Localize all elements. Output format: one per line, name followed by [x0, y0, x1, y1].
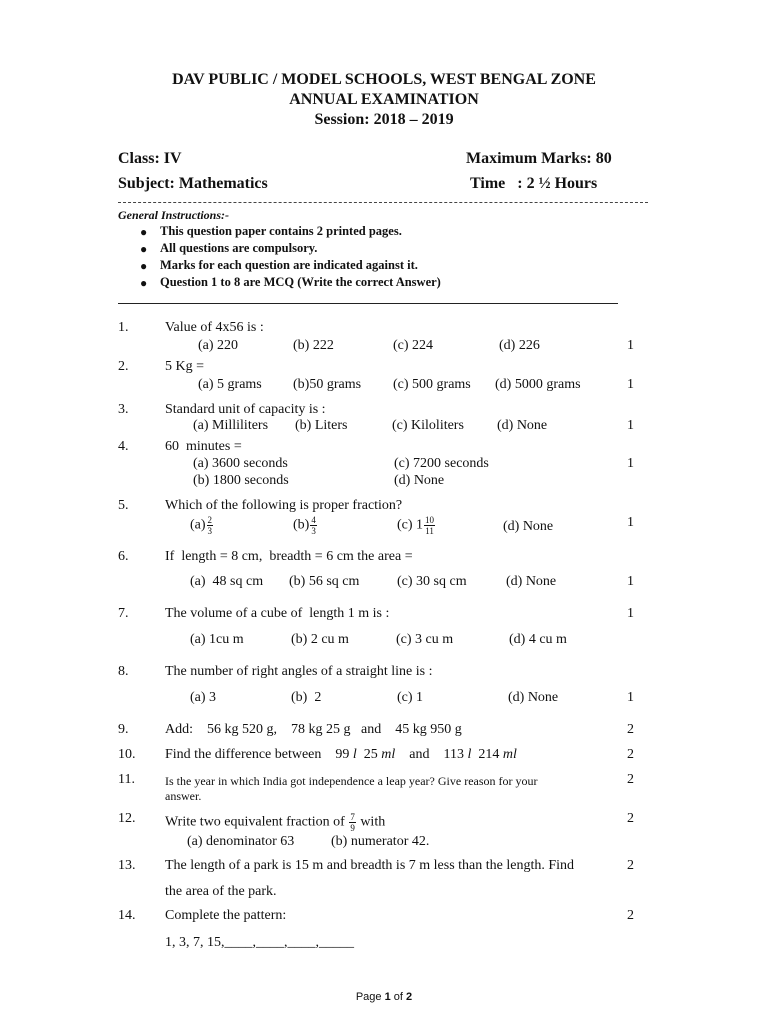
option: (d) 226 [499, 338, 540, 353]
bullet-icon: ● [140, 259, 148, 273]
question-marks: 2 [627, 811, 634, 826]
question-text-cont: the area of the park. [165, 884, 277, 899]
question-marks: 1 [627, 515, 634, 530]
solid-divider [118, 303, 618, 304]
bullet-icon: ● [140, 276, 148, 290]
sub-part: (a) denominator 63 [187, 834, 295, 849]
question-marks: 2 [627, 772, 634, 787]
option: (b) 2 cu m [291, 632, 349, 647]
fraction: $\frac{7}{9}$ [350, 812, 355, 833]
question-number: 12. [118, 811, 136, 826]
question-number: 9. [118, 722, 129, 737]
option-label: (a) [190, 517, 206, 533]
question-number: 14. [118, 908, 136, 923]
question-number: 6. [118, 549, 129, 564]
option-c [397, 515, 436, 536]
option: (d) None [506, 574, 557, 589]
option: (b)50 grams [293, 377, 362, 392]
option: (a) 220 [198, 338, 239, 353]
session-title: Session: 2018 – 2019 [314, 111, 454, 128]
question-text: Add: 56 kg 520 g, 78 kg 25 g and 45 kg 950 g [165, 722, 462, 737]
question-number: 13. [118, 858, 136, 873]
instruction-item: Marks for each question are indicated against it. [160, 258, 418, 272]
question-number: 1. [118, 320, 129, 335]
option: (d) None [508, 690, 559, 705]
option-label: (b) [293, 517, 310, 533]
option: (d) None [497, 418, 548, 433]
sub-part: (b) numerator 42. [331, 834, 430, 849]
question-number: 4. [118, 439, 129, 454]
question-text: Which of the following is proper fraction? [165, 498, 403, 513]
question-text: Complete the pattern: [165, 908, 287, 923]
question-text: 5 Kg = [165, 359, 205, 374]
option-label: (c) 1 [397, 517, 424, 533]
bullet-icon: ● [140, 225, 148, 239]
option: (a) 1cu m [190, 632, 244, 647]
question-number: 8. [118, 664, 129, 679]
pattern-sequence: 1, 3, 7, 15,____,____,____,_____ [165, 935, 354, 950]
option: (b) Liters [295, 418, 348, 433]
option: (a) Milliliters [193, 418, 269, 433]
option: (c) 500 grams [393, 377, 471, 392]
option: (c) 224 [393, 338, 434, 353]
option: (c) 7200 seconds [394, 456, 489, 471]
fraction: $\frac{4}{3}$ [311, 515, 316, 536]
question-marks: 2 [627, 747, 634, 762]
page-number: Page 1 of 2 [355, 991, 413, 1003]
question-marks: 1 [627, 456, 634, 471]
option: (c) 1 [397, 690, 424, 705]
option: (a) 3600 seconds [193, 456, 288, 471]
option-b [293, 515, 318, 536]
question-marks: 2 [627, 858, 634, 873]
option: (a) 5 grams [198, 377, 262, 392]
question-text: Is the year in which India got independence a leap year? Give reason for your [165, 774, 538, 788]
option: (b) 1800 seconds [193, 473, 289, 488]
option-a [190, 515, 214, 536]
question-marks: 2 [627, 908, 634, 923]
option: (c) 3 cu m [396, 632, 454, 647]
fraction: $\frac{10}{11}$ [425, 515, 435, 536]
max-marks-label: Maximum Marks: 80 [466, 150, 612, 167]
question-marks: 1 [627, 574, 634, 589]
question-text: The number of right angles of a straight line is : [165, 664, 433, 679]
class-label: Class: IV [118, 150, 182, 167]
option: (d) None [394, 473, 445, 488]
option: (d) None [503, 519, 554, 534]
option: (b) 222 [293, 338, 334, 353]
question-number: 5. [118, 498, 129, 513]
question-number: 3. [118, 402, 129, 417]
question-text: Standard unit of capacity is : [165, 402, 326, 417]
instruction-item: Question 1 to 8 are MCQ (Write the correct Answer) [160, 275, 441, 289]
question-text: The length of a park is 15 m and breadth is 7 m less than the length. Find [165, 858, 575, 873]
instruction-item: This question paper contains 2 printed pages. [160, 224, 402, 238]
option: (c) 30 sq cm [397, 574, 467, 589]
question-marks: 1 [627, 338, 634, 353]
option: (d) 5000 grams [495, 377, 581, 392]
option: (c) Kiloliters [392, 418, 464, 433]
question-marks: 2 [627, 722, 634, 737]
question-text: Write two equivalent fraction of $\frac{7}{9}$ with [165, 812, 386, 833]
question-text: Find the difference between 99 l 25 ml and 113 l 214 ml [165, 747, 517, 762]
question-text: If length = 8 cm, breadth = 6 cm the area = [165, 549, 413, 564]
option: (a) 48 sq cm [190, 574, 264, 589]
question-marks: 1 [627, 377, 634, 392]
option: (d) 4 cu m [509, 632, 567, 647]
question-number: 2. [118, 359, 129, 374]
question-number: 11. [118, 772, 135, 787]
option: (a) 3 [190, 690, 217, 705]
question-marks: 1 [627, 418, 634, 433]
question-number: 7. [118, 606, 129, 621]
option: (b) 56 sq cm [289, 574, 360, 589]
option: (b) 2 [291, 690, 322, 705]
question-text: The volume of a cube of length 1 m is : [165, 606, 390, 621]
instruction-item: All questions are compulsory. [160, 241, 318, 255]
question-marks: 1 [627, 606, 634, 621]
question-text-cont: answer. [165, 789, 202, 803]
question-marks: 1 [627, 690, 634, 705]
subject-label: Subject: Mathematics [118, 175, 268, 192]
exam-title: ANNUAL EXAMINATION [289, 91, 479, 108]
question-number: 10. [118, 747, 136, 762]
question-text: 60 minutes = [165, 439, 242, 454]
fraction: $\frac{2}{3}$ [207, 515, 213, 536]
instructions-title: General Instructions:- [118, 208, 230, 222]
dashed-divider [118, 202, 648, 203]
time-label: Time : 2 ½ Hours [470, 175, 598, 192]
school-title: DAV PUBLIC / MODEL SCHOOLS, WEST BENGAL ZONE [172, 71, 596, 88]
question-text: Value of 4x56 is : [165, 320, 264, 335]
bullet-icon: ● [140, 242, 148, 256]
